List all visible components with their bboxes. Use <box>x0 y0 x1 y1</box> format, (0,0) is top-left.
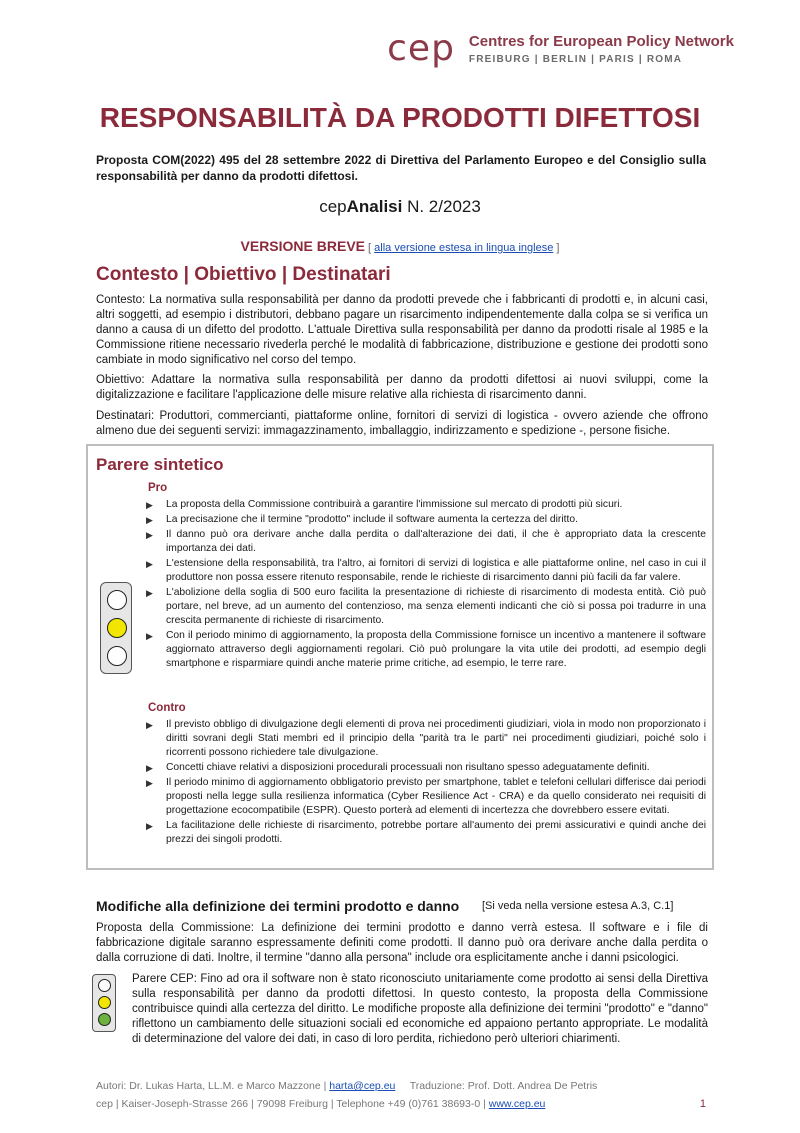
pro-item: ▶ Con il periodo minimo di aggiornamento, la proposta della Commissione fornisce un incentivo a mantenere il software aggiornato attraverso degli aggiornamenti regolari. Ciò può prolungare la vita utile dei prodotti, ad esempio degli smartphone e risparmiare quindi anche materie prime critiche, ad esempio, le terre rare. <box>146 630 706 669</box>
cep-opinion-paragraph: Parere CEP: Fino ad ora il software non è stato riconosciuto unitariamente come prodotto ai sensi della Direttiva sulla responsabilità per danno da prodotti difettosi. In questo contesto, la proposta della Commissione contribuisce quindi alla certezza del diritto. Le modifiche proposte alla definizione dei termini "prodotto" e "danno" riflettono un cambiamento delle situazioni sociali ed economiche ed appaiono pertanto appropriate. Le modalità di determinazione del valore dei dati, in caso di loro perdita, richiedono però ulteriori chiarimenti. <box>132 973 708 1045</box>
proposal-reference: Proposta COM(2022) 495 del 28 settembre 2022 di Direttiva del Parlamento Europeo e del Consiglio sulla responsabilità per danno da prodotti difettosi. <box>96 153 706 183</box>
bullet-arrow-icon: ▶ <box>146 778 153 788</box>
analysis-bold: Analisi <box>346 197 403 216</box>
bullet-arrow-icon: ▶ <box>146 500 153 510</box>
summary-heading: Parere sintetico <box>96 455 224 474</box>
cep-logo: cep <box>387 28 455 69</box>
footer-authors: Autori: Dr. Lukas Harta, LL.M. e Marco Mazzone | harta@cep.eu Traduzione: Prof. Dott. Andrea De Petris <box>96 1080 598 1092</box>
org-name: Centres for European Policy Network <box>468 33 734 50</box>
document-title: RESPONSABILITÀ DA PRODOTTI DIFETTOSI <box>99 102 701 133</box>
contro-item: ▶ La facilitazione delle richieste di risarcimento, potrebbe portare all'aumento dei premi assicurativi e quindi anche dei prezzi dei singoli prodotti. <box>146 820 706 845</box>
pro-item: ▶ La proposta della Commissione contribuirà a garantire l'immissione sul mercato di prodotti più sicuri. <box>146 499 623 510</box>
page-number: 1 <box>699 1098 706 1110</box>
extended-version-link[interactable]: alla versione estesa in lingua inglese <box>374 242 554 254</box>
pro-item: ▶ L'estensione della responsabilità, tra l'altro, ai fornitori di servizi di logistica e alle piattaforme online, nel caso in cui il produttore non possa essere ritenuto responsabile, rende le richieste di risarcimento danni più facili da far valere. <box>146 558 706 583</box>
traffic-light-yellow-lamp <box>107 618 127 638</box>
version-label: VERSIONE BREVE <box>240 238 365 254</box>
contro-item: ▶ Il previsto obbligo di divulgazione degli elementi di prova nei procedimenti giudiziari, viola in modo non proporzionato i diritti sovrani degli Stati membri ed il principio della "parità tra le parti" nei procedimenti giudiziari, poiché solo i ricorrenti possono richiedere tale divulgazione. <box>146 719 706 758</box>
context-heading: Contesto | Obiettivo | Destinatari <box>96 264 391 285</box>
bracket-open: [ <box>365 242 375 254</box>
contro-label: Contro <box>148 702 186 714</box>
bullet-arrow-icon: ▶ <box>146 530 153 540</box>
commission-proposal-paragraph: Proposta della Commissione: La definizione dei termini prodotto e danno verrà estesa. Il software e i file di fabbricazione digitale saranno espressamente definiti come prodotti. Il danno può ora derivare anche dalla perdita o dalla corruzione di dati. Inoltre, il termine "danno alla persona" include ora esplicitamente anche i danni psicologici. <box>96 922 708 964</box>
bracket-close: ] <box>553 242 560 254</box>
pro-list <box>140 498 706 672</box>
small-red-lamp <box>98 979 111 992</box>
bullet-arrow-icon: ▶ <box>146 821 153 831</box>
contro-item: ▶ Concetti chiave relativi a disposizioni procedurali processuali non risultano spesso adeguatamente definiti. <box>146 762 650 773</box>
analysis-number <box>0 197 800 217</box>
bullet-arrow-icon: ▶ <box>146 631 153 641</box>
org-block <box>469 33 734 65</box>
summary-box <box>86 444 714 870</box>
small-traffic-light <box>92 974 116 1032</box>
bullet-arrow-icon: ▶ <box>146 720 153 730</box>
recipients-paragraph: Destinatari: Produttori, commercianti, piattaforme online, fornitori di servizi di logistica - ovvero aziende che offrono almeno due dei seguenti servizi: immagazzinamento, imballaggio, indirizzamento e spedizione -, persone fisiche. <box>96 410 708 437</box>
bullet-arrow-icon: ▶ <box>146 588 153 598</box>
traffic-light-red-lamp <box>107 590 127 610</box>
author-email-link[interactable]: harta@cep.eu <box>329 1080 396 1092</box>
version-line <box>0 238 800 254</box>
traffic-light <box>100 582 132 674</box>
context-paragraph: Contesto: La normativa sulla responsabilità per danno da prodotti prevede che i fabbricanti di prodotti e, in alcuni casi, altri soggetti, ad esempio i distributori, debbano pagare un risarcimento indipendentemente dalla colpa se si verifica un danno a causa di un difetto del prodotto. L'attuale Direttiva sulla responsabilità per danno da prodotti risale al 1985 e la Commissione ritiene necessario rivederla perché le modalità di fabbricazione, distribuzione e gestione dei prodotti sono cambiate in modo significativo nel corso del tempo. <box>96 294 708 366</box>
analysis-num: N. 2/2023 <box>402 197 481 216</box>
header <box>387 24 734 74</box>
footer-address: cep | Kaiser-Joseph-Strasse 266 | 79098 Freiburg | Telephone +49 (0)761 38693-0 | www.cep.eu <box>96 1098 546 1110</box>
modifiche-reference: [Si veda nella versione estesa A.3, C.1] <box>482 900 674 912</box>
pro-label: Pro <box>148 482 168 494</box>
bullet-arrow-icon: ▶ <box>146 763 153 773</box>
bullet-arrow-icon: ▶ <box>146 515 153 525</box>
pro-item: ▶ La precisazione che il termine "prodotto" include il software aumenta la certezza del diritto. <box>146 514 578 525</box>
traffic-light-green-lamp <box>107 646 127 666</box>
org-cities: FREIBURG | BERLIN | PARIS | ROMA <box>468 54 683 65</box>
small-green-lamp <box>98 1013 111 1026</box>
small-yellow-lamp <box>98 996 111 1009</box>
pro-item: ▶ Il danno può ora derivare anche dalla perdita o dall'alterazione dei dati, il che è appropriato data la crescente importanza dei dati. <box>146 529 706 554</box>
website-link[interactable]: www.cep.eu <box>488 1098 546 1110</box>
contro-list <box>140 718 706 848</box>
analysis-prefix: cep <box>319 197 347 216</box>
objective-paragraph: Obiettivo: Adattare la normativa sulla responsabilità per danno da prodotti difettosi ai nuovi sviluppi, come la digitalizzazione e facilitare l'applicazione delle misure relative alla richiesta di risarcimento danni. <box>96 374 708 401</box>
contro-item: ▶ Il periodo minimo di aggiornamento obbligatorio previsto per smartphone, tablet e telefoni cellulari differisce dai periodi proposti nella legge sulla resilienza informatica (Cyber Resilience Act - CRA) e da quello considerato nei requisiti di progettazione ecocompatibile (ESPR). Questo porterà ad elementi di incertezza che dovrebbero essere evitati. <box>146 777 706 816</box>
modifiche-heading: Modifiche alla definizione dei termini prodotto e danno <box>96 898 460 914</box>
pro-item: ▶ L'abolizione della soglia di 500 euro facilita la presentazione di richieste di risarcimento di modesta entità. Ciò può portare, nel breve, ad un aumento del contenzioso, ma senza elementi indicanti che ciò si possa poi tradurre in una crescita permanente di richieste di risarcimento. <box>146 587 706 626</box>
bullet-arrow-icon: ▶ <box>146 559 153 569</box>
